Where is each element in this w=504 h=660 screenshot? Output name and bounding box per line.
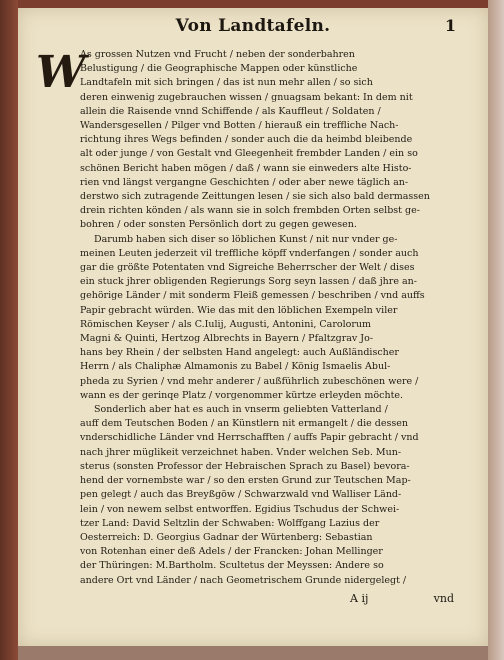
text-line: Herrn / als Chaliphæ Almamonis zu Babel / König Ismaelis Abul- xyxy=(80,361,391,373)
text-line: schönen Bericht haben mögen / daß / wann sie einweders alte Histo- xyxy=(80,162,412,174)
text-line: Papir gebracht würden. Wie das mit den löblichen Exempeln viler xyxy=(80,304,398,316)
page-edge-bottom xyxy=(18,646,488,660)
decorated-initial: W xyxy=(36,47,86,98)
text-line: drein richten könden / als wann sie in solch frembden Orten selbst ge- xyxy=(80,205,420,217)
text-line: wann es der gerinqe Platz / vorgenommer kürtze erleyden möchte. xyxy=(80,389,404,401)
text-line: ein stuck jhrer obligenden Regierungs Sorg seyn lassen / daß jhre an- xyxy=(80,276,417,288)
page-number: 1 xyxy=(444,16,456,35)
text-line: pen gelegt / auch das Breyßgöw / Schwarzwald vnd Walliser Länd- xyxy=(80,489,402,501)
page-header xyxy=(18,16,488,42)
text-line: auff dem Teutschen Boden / an Künstlern nit ermangelt / die dessen xyxy=(80,418,408,430)
text-line: vnderschidliche Länder vnd Herrschafften / auffs Papir gebracht / vnd xyxy=(80,432,419,444)
text-line: lein / von newem selbst entworffen. Egidius Tschudus der Schwei- xyxy=(80,503,400,515)
text-line: hans bey Rhein / der selbsten Hand angelegt: auch Außländischer xyxy=(80,347,399,359)
text-line: rien vnd längst vergangne Geschichten / oder aber newe täglich an- xyxy=(80,176,409,188)
text-line: Oesterreich: D. Georgius Gadnar der Würtenberg: Sebastian xyxy=(80,531,373,543)
page-footer xyxy=(80,592,454,608)
text-line: gar die größte Potentaten vnd Sigreiche Beherrscher der Welt / dises xyxy=(80,262,415,274)
text-line: tzer Land: David Seltzlin der Schwaben: Wolffgang Lazius der xyxy=(80,517,380,529)
text-line: deren einwenig zugebrauchen wissen / gnuagsam bekant: In dem nit xyxy=(80,91,413,103)
running-title: Von Landtafeln. xyxy=(175,16,331,36)
text-line: richtung ihres Wegs befinden / sonder auch die da heimbd bleibende xyxy=(80,134,413,146)
binding-edge xyxy=(0,0,18,660)
text-line: Darumb haben sich diser so löblichen Kunst / nit nur vnder ge- xyxy=(94,233,398,245)
text-line: von Rotenhan einer deß Adels / der Francken: Johan Mellinger xyxy=(80,546,383,558)
text-line: allein die Raisende vnnd Schiffende / als Kauffleut / Soldaten / xyxy=(80,105,381,117)
book-page xyxy=(18,8,488,646)
text-line: bohren / oder sonsten Persönlich dort zu gegen gewesen. xyxy=(80,219,357,231)
text-line: derstwo sich zutragende Zeittungen lesen / sie sich also bald dermassen xyxy=(80,191,430,203)
text-line: andere Ort vnd Länder / nach Geometrischem Grunde nidergelegt / xyxy=(80,574,407,586)
text-line: Magni & Quinti, Hertzog Albrechts in Bayern / Pfaltzgrav Jo- xyxy=(80,333,374,345)
text-line: alt oder junge / von Gestalt vnd Gleegenheit frembder Landen / ein so xyxy=(80,148,418,160)
text-line: Sonderlich aber hat es auch in vnserm geliebten Vatterland / xyxy=(94,404,388,416)
text-line: Landtafeln mit sich bringen / das ist nun mehr allen / so sich xyxy=(80,77,373,89)
text-line: meinen Leuten jederzeit vil treffliche köpff vnderfangen / sonder auch xyxy=(80,247,419,259)
text-line: As grossen Nutzen vnd Frucht / neben der sonderbahren xyxy=(80,49,355,60)
text-line: Römischen Keyser / als C.Iulij, Augusti, Antonini, Carolorum xyxy=(80,318,372,330)
text-line: der Thüringen: M.Bartholm. Scultetus der Meyssen: Andere so xyxy=(80,560,384,572)
text-line: pheda zu Syrien / vnd mehr anderer / außführlich zubeschönen were / xyxy=(80,375,419,387)
catchword: vnd xyxy=(433,592,454,605)
text-line: hend der vornembste war / so den ersten Grund zur Teutschen Map- xyxy=(80,475,411,487)
text-line: sterus (sonsten Professor der Hebraischen Sprach zu Basel) bevora- xyxy=(80,460,410,472)
signature-mark: A ij xyxy=(350,592,369,605)
text-body xyxy=(36,47,454,588)
text-line: gehörige Länder / mit sonderm Fleiß gemessen / beschriben / vnd auffs xyxy=(80,290,425,302)
text-line: Belustigung / die Geographische Mappen oder künstliche xyxy=(80,63,358,75)
text-line: nach jhrer müglikeit verzeichnet haben. Vnder welchen Seb. Mun- xyxy=(80,446,402,458)
page-edge-right xyxy=(488,0,504,660)
text-line: Wandersgesellen / Pilger vnd Botten / hierauß ein treffliche Nach- xyxy=(80,120,399,132)
